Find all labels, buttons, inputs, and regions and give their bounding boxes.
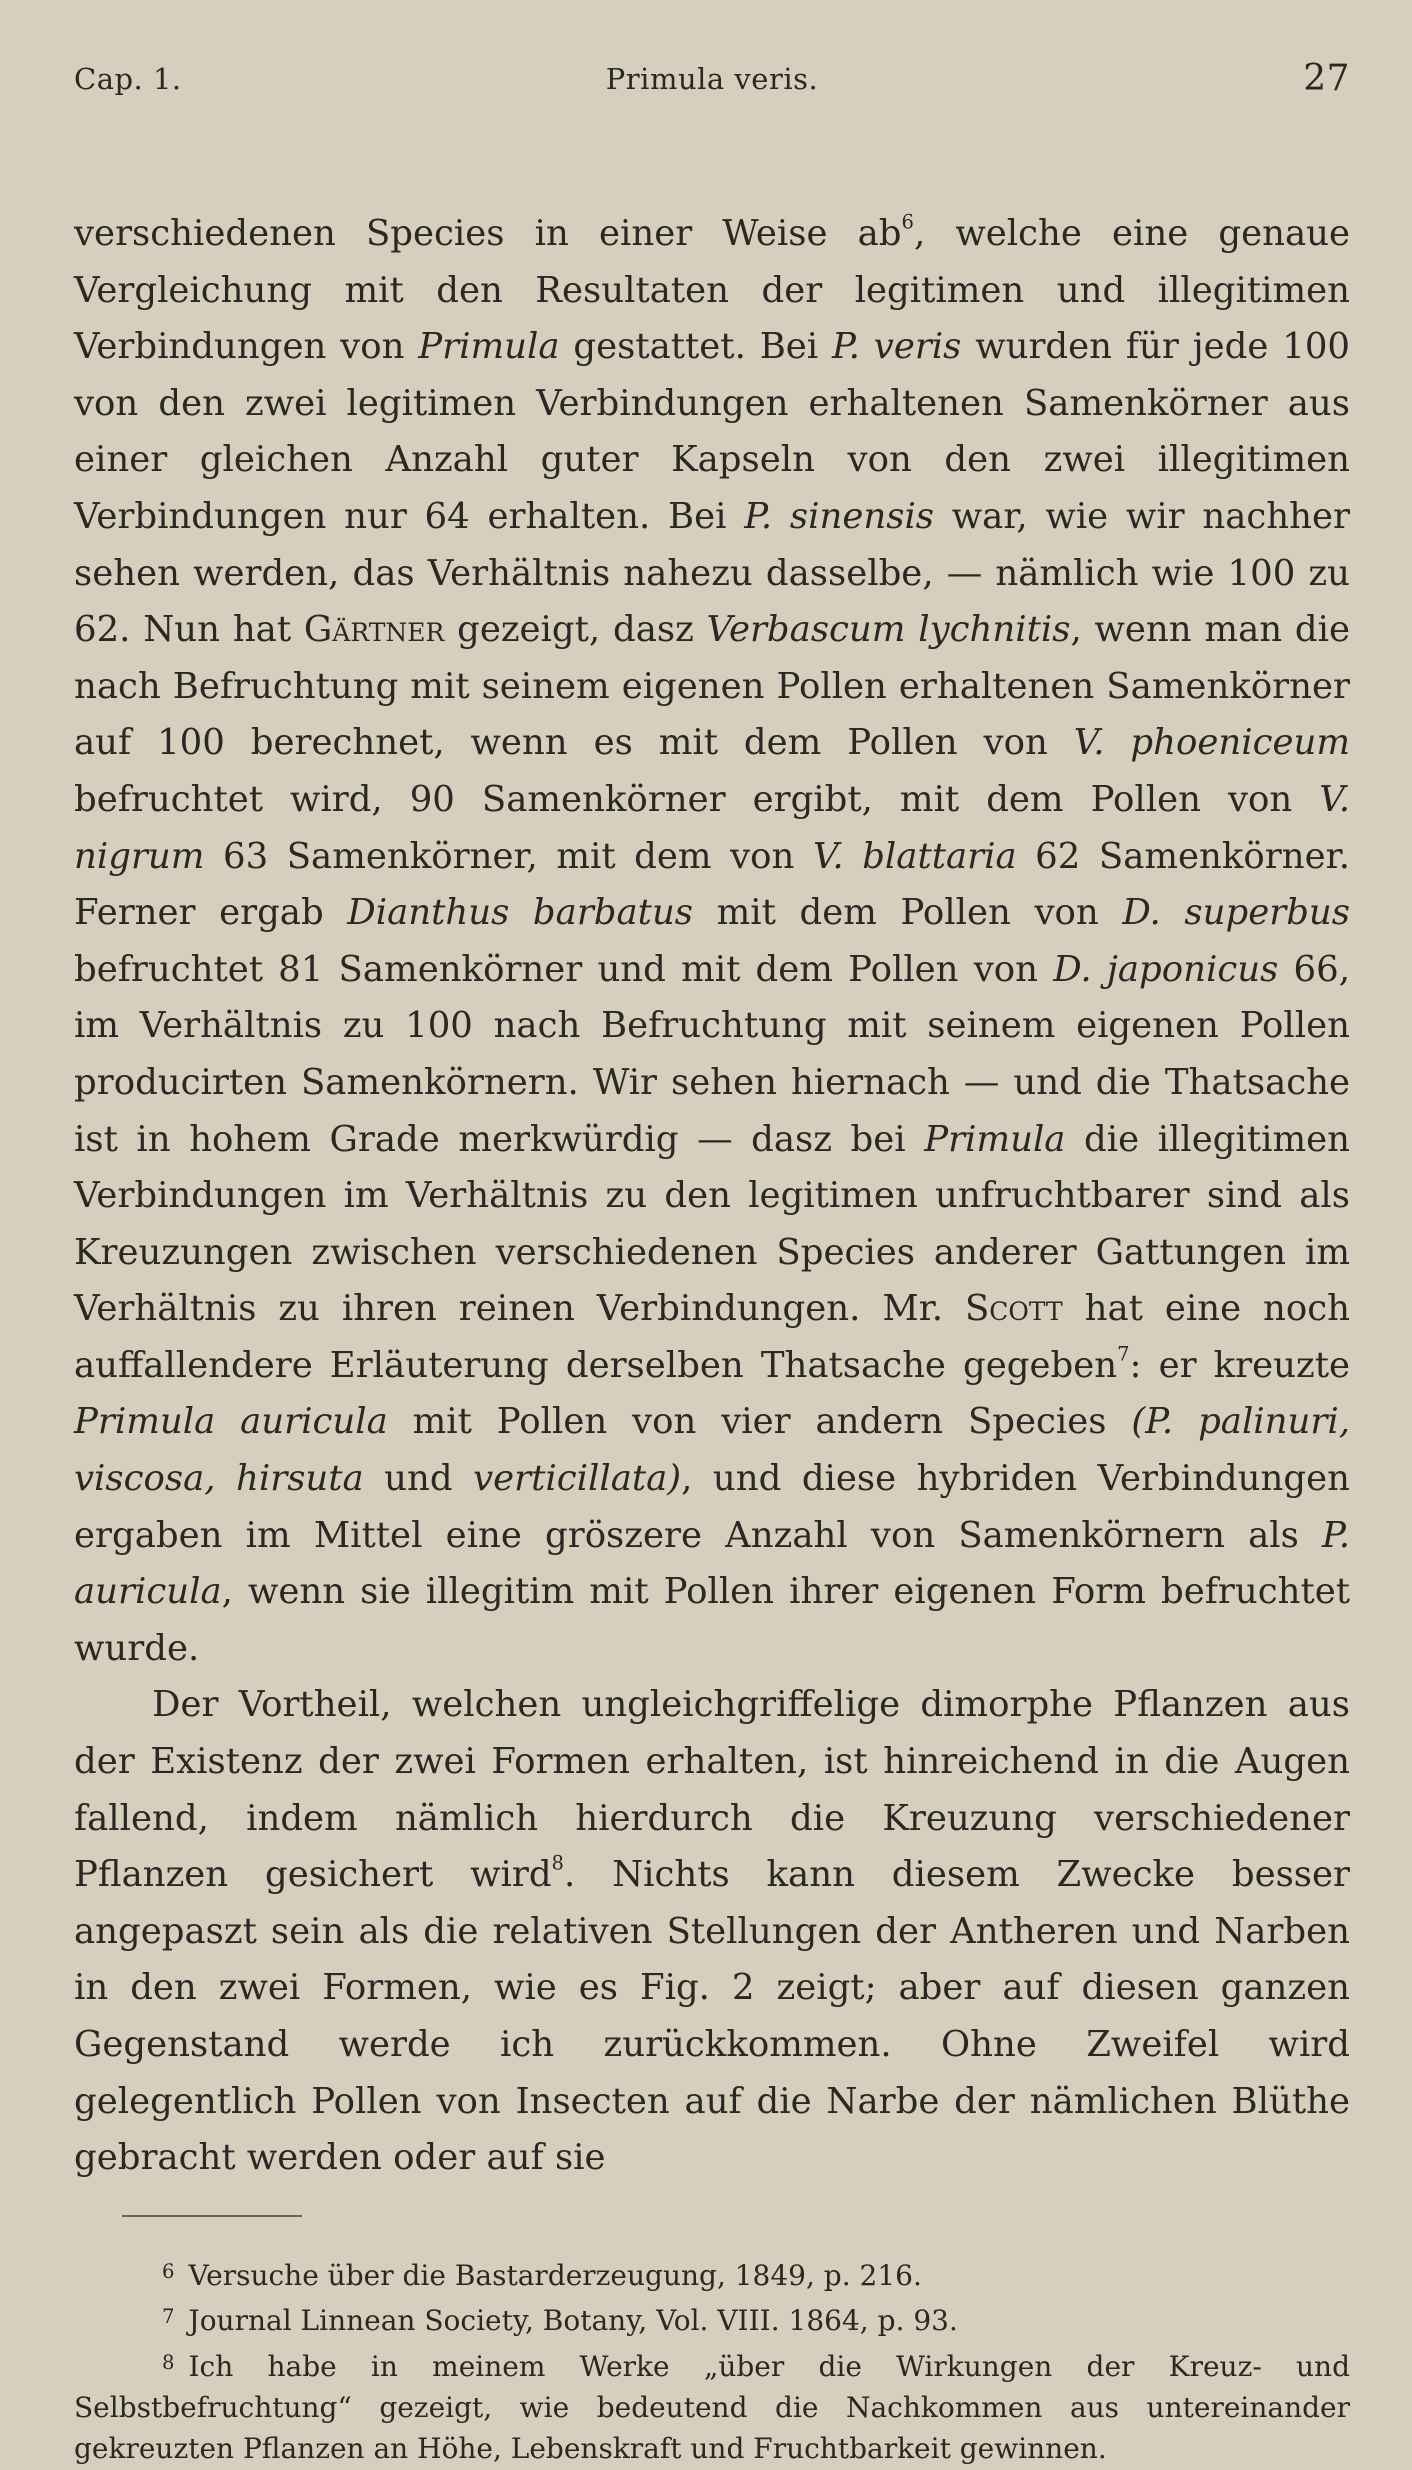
text-run: gezeigt, dasz <box>444 609 707 651</box>
chapter-label: Cap. 1. <box>74 62 182 96</box>
footnotes <box>74 2251 1350 2470</box>
footnote-text: Journal Linnean Society, Botany, Vol. VIII. 1864, p. 93. <box>188 2304 958 2337</box>
author-name-smallcaps: Gärtner <box>303 609 445 651</box>
text-run: hat eine noch auffallendere Erläuterung derselben Thatsache gegeben <box>74 1288 1350 1386</box>
footnote-ref-7: 7 <box>1117 1342 1130 1366</box>
italic-term: P. auricula <box>74 1514 1350 1613</box>
text-run: war, wie wir nachher sehen werden, das Verhältnis nahezu dasselbe, — nämlich wie 100 zu 62. Nun hat <box>74 495 1351 651</box>
text-run: mit dem Pollen von <box>693 892 1123 934</box>
italic-term: P. sinensis <box>744 495 935 537</box>
footnote-8 <box>74 2342 1350 2470</box>
italic-term: D. japonicus <box>1053 948 1279 990</box>
text-run: die illegitimen Verbindungen im Verhältnis zu den legitimen unfruchtbarer sind als Kreuzungen zwischen verschiedenen Species anderer Gattungen im Verhältnis zu ihren reinen Verbindungen. Mr. <box>74 1118 1351 1330</box>
footnote-7 <box>74 2296 1350 2341</box>
italic-term: Primula <box>924 1118 1066 1160</box>
text-run: befruchtet wird, 90 Samenkörner ergibt, mit dem Pollen von <box>74 778 1320 820</box>
text-run: 63 Samenkörner, mit dem von <box>204 835 813 877</box>
text-run: 66, im Verhältnis zu 100 nach Befruchtung mit seinem eigenen Pollen producirten Samenkörnern. Wir sehen hiernach — und die Thatsache ist in hohem Grade merkwürdig — dasz bei <box>74 948 1350 1160</box>
italic-term: (P. palinuri, viscosa, hirsuta <box>74 1401 1350 1500</box>
footnote-number: 7 <box>162 2305 175 2329</box>
author-name-smallcaps: Scott <box>964 1288 1063 1330</box>
text-run: , wenn man die nach Befruchtung mit seinem eigenen Pollen erhaltenen Samenkörner auf 100 berechnet, wenn es mit dem Pollen von <box>74 609 1350 764</box>
footnote-ref-6: 6 <box>901 210 914 234</box>
text-run: verschiedenen Species in einer Weise ab <box>74 213 902 254</box>
text-run: , und diese hybriden Verbindungen ergaben im Mittel eine gröszere Anzahl von Samenkörnern als <box>74 1458 1350 1556</box>
text-run: Der Vortheil, welchen ungleichgriffelige dimorphe Pflanzen aus der Existenz der zwei Formen erhalten, ist hinreichend in die Augen fallend, indem nämlich hierdurch die Kreuzung verschiedener Pflanzen gesichert wird <box>74 1684 1350 1896</box>
running-head <box>74 58 1350 120</box>
text-run: 62 Samenkörner. Ferner ergab <box>74 835 1350 934</box>
text-run: und <box>363 1458 474 1500</box>
footnote-number: 6 <box>162 2259 175 2283</box>
italic-term: V. phoeniceum <box>1073 722 1350 764</box>
italic-term: P. veris <box>831 326 962 368</box>
italic-term: D. superbus <box>1122 892 1351 934</box>
italic-term: V. nigrum <box>74 778 1350 877</box>
text-run: mit Pollen von vier andern Species <box>387 1401 1132 1443</box>
body-text <box>74 206 1350 2187</box>
footnote-number: 8 <box>162 2350 175 2374</box>
text-run: befruchtet 81 Samenkörner und mit dem Pollen von <box>74 948 1054 990</box>
text-run: , welche eine genaue Vergleichung mit den Resultaten der legitimen und illegitimen Verbindungen von <box>74 213 1350 368</box>
footnote-divider <box>122 2215 302 2217</box>
italic-term: Dianthus barbatus <box>347 892 694 934</box>
running-title: Primula veris. <box>605 62 819 96</box>
text-run: : er kreuzte <box>1129 1344 1350 1386</box>
italic-term: Primula auricula <box>74 1401 388 1443</box>
paragraph-1 <box>74 206 1350 1677</box>
footnote-ref-8: 8 <box>551 1851 564 1875</box>
text-run: wurden für jede 100 von den zwei legitimen Verbindungen erhaltenen Samenkörner aus einer gleichen Anzahl guter Kapseln von den zwei illegitimen Verbindungen nur 64 erhalten. Bei <box>74 326 1350 537</box>
text-run: gestattet. Bei <box>559 326 832 368</box>
italic-term: Verbascum lychnitis <box>706 609 1071 651</box>
page-number: 27 <box>1303 58 1350 99</box>
footnote-text: Ich habe in meinem Werke „über die Wirkungen der Kreuz- und Selbstbefruchtung“ gezeigt, wie bedeutend die Nachkommen aus untereinander gekreuzten Pflanzen an Höhe, Lebenskraft und Fruchtbarkeit gewinnen. <box>74 2349 1350 2466</box>
footnote-6 <box>74 2251 1350 2296</box>
text-run: , wenn sie illegitim mit Pollen ihrer eigenen Form befruchtet wurde. <box>74 1571 1350 1669</box>
footnote-text: Versuche über die Bastarderzeugung, 1849, p. 216. <box>188 2258 922 2292</box>
paragraph-2 <box>74 1677 1350 2186</box>
italic-term: Primula <box>418 326 560 368</box>
italic-term: V. blattaria <box>812 835 1017 877</box>
text-run: . Nichts kann diesem Zwecke besser angepaszt sein als die relativen Stellungen der Antheren und Narben in den zwei Formen, wie es Fig. 2 zeigt; aber auf diesen ganzen Gegenstand werde ich zurückkommen. Ohne Zweifel wird gelegentlich Pollen von Insecten auf die Narbe der nämlichen Blüthe gebracht werden oder auf sie <box>74 1854 1350 2179</box>
italic-term: verticillata) <box>473 1458 682 1500</box>
